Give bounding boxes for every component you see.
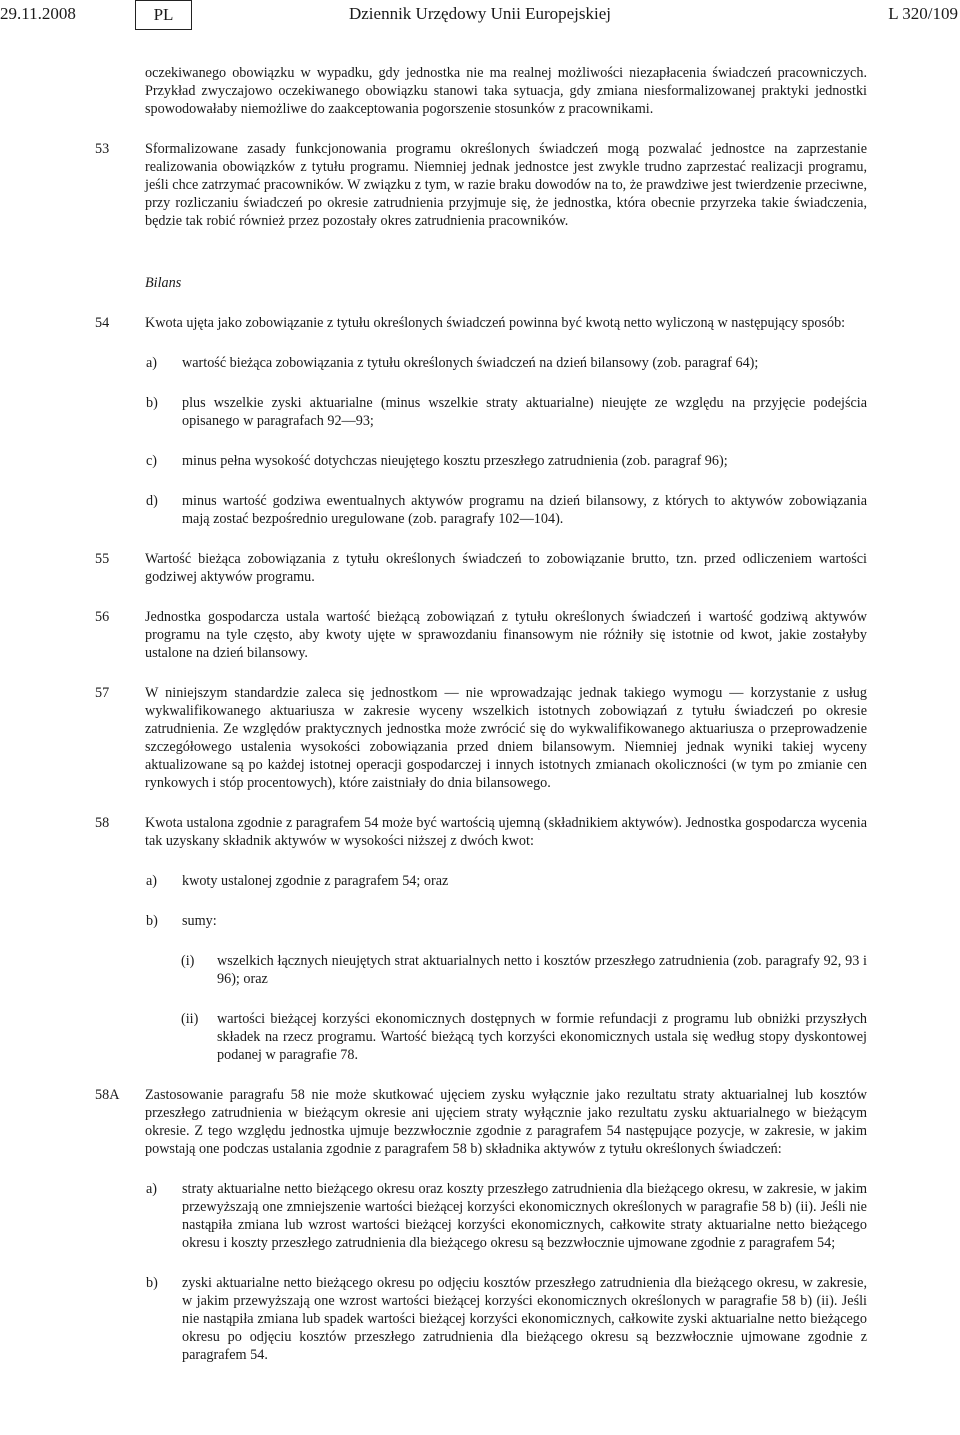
list-item-text: minus pełna wysokość dotychczas nieujętego kosztu przeszłego zatrudnienia (zob. paragraf 96); — [182, 453, 728, 469]
list-item-text: plus wszelkie zyski aktuarialne (minus wszelkie straty aktuarialne) nieujęte ze względu na przyjęcie podejścia opisanego w paragrafach 92—93; — [182, 395, 867, 429]
paragraph-56 — [95, 608, 867, 662]
paragraph-number: 58 — [95, 815, 110, 831]
list-item-label: b) — [146, 1275, 158, 1291]
paragraph-text: oczekiwanego obowiązku w wypadku, gdy jednostka nie ma realnej możliwości niezapłacenia świadczeń pracowniczych. Przykład zwyczajowo oczekiwanego obowiązku stanowi taka sytuacja, gdy zmiana niesformalizowanej praktyki jednostki spowodowałaby niemożliwe do zaakceptowania pogorszenie stosunków z pracownikami. — [145, 65, 867, 117]
list-item-label: d) — [146, 493, 158, 509]
paragraph-text: Zastosowanie paragrafu 58 nie może skutkować ujęciem zysku wyłącznie jako rezultatu straty aktuarialnej lub kosztów przeszłego zatrudnienia w bieżącym okresie ani ujęciem straty wyłącznie jako rezultatu zysku aktuarialnego w bieżącym okresie. Z tego względu jednostka ujmuje bezzwłocznie zgodnie z paragrafem 54 następujące pozycje, w zakresie, w jakim powstają one podczas ustalania zgodnie z paragrafem 58 b) składnika aktywów z tytułu określonych świadczeń: — [145, 1087, 867, 1157]
list-item-label: a) — [146, 873, 158, 889]
sub-list-item-text: wartości bieżącej korzyści ekonomicznych dostępnych w formie refundacji z programu lub obniżki przyszłych składek na rzecz programu. Wartość bieżącą tych korzyści ekonomicznych ustala się według stopy dyskontowej podanej w paragrafie 78. — [217, 1011, 867, 1063]
list-item-text: zyski aktuarialne netto bieżącego okresu po odjęciu kosztów przeszłego zatrudnienia dla bieżącego okresu, w zakresie, w jakim przewyższają one wzrost wartości bieżącej korzyści ekonomicznych określonych w paragrafie 58 b) (ii). Jeśli nie nastąpiła zmiana lub spadek wartości bieżącej korzyści ekonomicznych, całkowite zyski aktuarialne netto bieżącego okresu po odjęciu kosztów przeszłego zatrudnienia dla bieżącego okresu są bezzwłocznie ujmowane zgodnie z paragrafem 54. — [182, 1275, 867, 1363]
list-item — [146, 872, 867, 890]
list-item-label: b) — [146, 913, 158, 929]
list-item — [146, 1274, 867, 1364]
sub-list-item-label: (ii) — [181, 1011, 199, 1027]
paragraph-number: 56 — [95, 609, 110, 625]
sub-list-item — [181, 1010, 867, 1064]
paragraph-number: 57 — [95, 685, 110, 701]
paragraph-text: Kwota ujęta jako zobowiązanie z tytułu określonych świadczeń powinna być kwotą netto wyliczoną w następujący sposób: — [145, 315, 846, 331]
publication-date: 29.11.2008 — [0, 4, 76, 23]
paragraph-54 — [95, 314, 867, 332]
paragraph-58 — [95, 814, 867, 850]
list-item-label: b) — [146, 395, 158, 411]
paragraph-number: 58A — [95, 1087, 120, 1103]
paragraph-55 — [95, 550, 867, 586]
section-heading-bilans: Bilans — [145, 275, 182, 291]
paragraph-57 — [95, 684, 867, 792]
page-header — [0, 0, 960, 32]
list-item-label: a) — [146, 1181, 158, 1197]
list-item — [146, 354, 867, 372]
paragraph-58A — [95, 1086, 867, 1158]
page-number: L 320/109 — [888, 4, 958, 23]
list-item-text: straty aktuarialne netto bieżącego okresu oraz koszty przeszłego zatrudnienia dla bieżącego okresu, w zakresie, w jakim przewyższają one zmniejszenie wartości bieżącej korzyści ekonomicznych określonych w paragrafie 58 b) (ii). Jeśli nie nastąpiła zmiana lub wzrost wartości bieżącej korzyści ekonomicznych, całkowite straty aktuarialne netto bieżącego okresu i koszty przeszłego zatrudnienia dla bieżącego okresu są bezzwłocznie ujmowane zgodnie z paragrafem 54; — [182, 1181, 867, 1251]
paragraph-text: Kwota ustalona zgodnie z paragrafem 54 może być wartością ujemną (składnikiem aktywów). Jednostka gospodarcza wycenia tak uzyskany składnik aktywów w wysokości niższej z dwóch kwot: — [145, 815, 867, 849]
list-item-label: a) — [146, 355, 158, 371]
list-item-label: c) — [146, 453, 158, 469]
sub-list-item-label: (i) — [181, 953, 195, 969]
paragraph-number: 54 — [95, 315, 110, 331]
list-item — [146, 452, 867, 470]
list-item-text: wartość bieżąca zobowiązania z tytułu określonych świadczeń na dzień bilansowy (zob. paragraf 64); — [182, 355, 759, 371]
paragraph-continuation — [145, 64, 867, 118]
paragraph-text: Jednostka gospodarcza ustala wartość bieżącą zobowiązań z tytułu określonych świadczeń i wartość godziwą aktywów programu na tyle często, aby kwoty ujęte w sprawozdaniu finansowym nie różniły się istotnie od kwot, jakie zostałyby ustalone na dzień bilansowy. — [145, 609, 867, 661]
paragraph-text: Wartość bieżąca zobowiązania z tytułu określonych świadczeń to zobowiązanie brutto, tzn. przed odliczeniem wartości godziwej aktywów programu. — [145, 551, 867, 585]
list-item — [146, 492, 867, 528]
paragraph-number: 53 — [95, 141, 110, 157]
list-item — [146, 394, 867, 430]
paragraph-text: Sformalizowane zasady funkcjonowania programu określonych świadczeń mogą pozwalać jednostce na zaprzestanie realizowania obowiązków z tytułu programu. Niemniej jednak jednostce jest zwykle trudno zaprzestać realizacji programu, jeśli chce zatrzymać pracowników. W związku z tym, w razie braku dowodów na to, że prawdziwe jest twierdzenie przeciwne, przy rozliczaniu świadczeń po okresie zatrudnienia przyjmuje się, że jednostka, która obecnie przyrzeka takie świadczenia, będzie tak robić również przez pozostały okres zatrudnienia pracowników. — [145, 141, 867, 229]
list-item-text: kwoty ustalonej zgodnie z paragrafem 54; oraz — [182, 873, 449, 889]
list-item-text: minus wartość godziwa ewentualnych aktywów programu na dzień bilansowy, z których to aktywów zobowiązania mają zostać bezpośrednio uregulowane (zob. paragrafy 102—104). — [182, 493, 867, 527]
journal-title: Dziennik Urzędowy Unii Europejskiej — [348, 4, 611, 23]
list-item — [146, 1180, 867, 1252]
document-body — [0, 40, 960, 1364]
sub-list-item-text: wszelkich łącznych nieujętych strat aktuarialnych netto i kosztów przeszłego zatrudnienia (zob. paragrafy 92, 93 i 96); oraz — [217, 953, 867, 987]
list-item — [146, 912, 867, 930]
paragraph-text: W niniejszym standardzie zaleca się jednostkom — nie wprowadzając jednak takiego wymogu — korzystanie z usług wykwalifikowanego aktuariusza w zakresie wyceny wszelkich istotnych zobowiązań z tytułu świadczeń po okresie zatrudnienia. Ze względów praktycznych jednostka może zwrócić się do wykwalifikowanego aktuariusza o przeprowadzenie szczegółowego ustalenia wysokości zobowiązania przed dniem bilansowym. Niemniej jednak wyniki takiej wyceny aktualizowane są po każdej istotnej operacji gospodarczej i innych istotnych zmianach okoliczności (w tym po zmianie cen rynkowych i stóp procentowych), które zaistniały do dnia bilansowego. — [145, 685, 867, 791]
list-item-text: sumy: — [182, 913, 217, 929]
paragraph-number: 55 — [95, 551, 110, 567]
language-box: PL — [135, 0, 192, 30]
paragraph-53 — [95, 140, 867, 230]
sub-list-item — [181, 952, 867, 988]
